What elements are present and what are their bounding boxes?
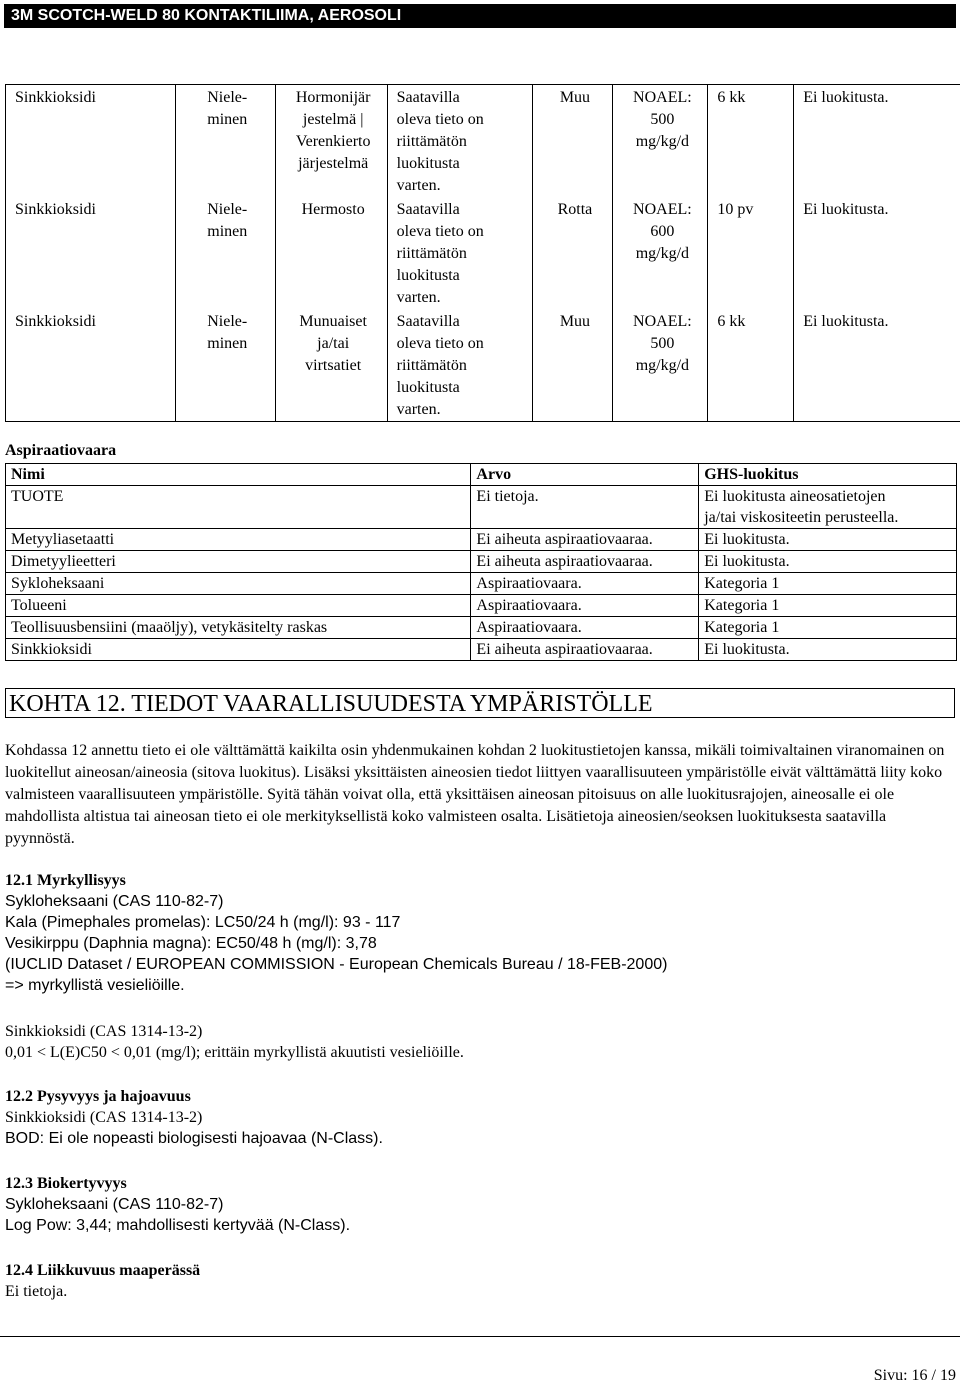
subsection-12-1 xyxy=(5,870,667,996)
name-cell: Teollisuusbensiini (maaöljy), vetykäsitelty raskas xyxy=(6,617,471,639)
assessment-cell: Saatavilla oleva tieto on riittämätön luokitusta varten. xyxy=(387,309,533,422)
organ-cell: Hermosto xyxy=(275,197,387,309)
text-line: Log Pow: 3,44; mahdollisesti kertyvää (N-Class). xyxy=(5,1217,351,1234)
section-12-heading: KOHTA 12. TIEDOT VAARALLISUUDESTA YMPÄRISTÖLLE xyxy=(5,688,955,718)
organ-cell: Hormonijär jestelmä | Verenkierto järjestelmä xyxy=(275,85,387,198)
subsection-12-4-heading: 12.4 Liikkuvuus maaperässä xyxy=(5,1262,201,1279)
route-cell: Niele- minen xyxy=(175,85,275,198)
value-cell: Ei aiheuta aspiraatiovaaraa. xyxy=(471,639,699,661)
value-cell: NOAEL: 500 mg/kg/d xyxy=(613,85,708,198)
page-number: Sivu: 16 / 19 xyxy=(873,1367,956,1384)
subsection-12-3 xyxy=(5,1173,350,1236)
ghs-cell: Ei luokitusta aineosatietojen ja/tai viskositeetin perusteella. xyxy=(699,486,957,529)
table-row xyxy=(6,529,957,551)
subsection-12-4 xyxy=(5,1260,200,1302)
route-cell: Niele- minen xyxy=(175,309,275,422)
classification-cell: Ei luokitusta. xyxy=(794,309,960,422)
text-line: BOD: Ei ole nopeasti biologisesti hajoavaa (N-Class). xyxy=(5,1130,383,1147)
col-header-nimi: Nimi xyxy=(6,464,471,486)
assessment-cell: Saatavilla oleva tieto on riittämätön luokitusta varten. xyxy=(387,85,533,198)
value-cell: Ei aiheuta aspiraatiovaaraa. xyxy=(471,551,699,573)
section-12-intro: Kohdassa 12 annettu tieto ei ole välttämättä kaikilta osin yhdenmukainen kohdan 2 luokitustietojen kanssa, mikäli toimivaltainen viranomainen on luokitellut aineosan/aineosia (sitova luokitus). Lisäksi yksittäisten aineosien tiedot liittyen vaarallisuuteen ympäristölle eivät välttämättä liity koko valmisteen vaarallisuuteen ympäristölle. Syitä tähän voivat olla, että yksittäisen aineosan pitoisuus on alle luokitusrajojen, aineosalle ei ole mahdollista altistua tai aineosan tieto ei ole merkityksellistä koko valmisteen osalta. Lisätietoja aineosien/seoksen luokituksesta saatavilla pyynnöstä. xyxy=(5,742,945,847)
text-line: Sinkkioksidi (CAS 1314-13-2) xyxy=(5,1109,203,1126)
aspiration-title: Aspiraatiovaara xyxy=(5,442,117,459)
species-cell: Rotta xyxy=(533,197,613,309)
subsection-12-2 xyxy=(5,1086,383,1149)
table-row xyxy=(6,639,957,661)
classification-cell: Ei luokitusta. xyxy=(794,85,960,198)
name-cell: Tolueeni xyxy=(6,595,471,617)
value-cell: NOAEL: 600 mg/kg/d xyxy=(613,197,708,309)
col-header-arvo: Arvo xyxy=(471,464,699,486)
text-line: Vesikirppu (Daphnia magna): EC50/48 h (mg/l): 3,78 xyxy=(5,935,377,952)
table-row xyxy=(6,617,957,639)
document-title: 3M SCOTCH-WELD 80 KONTAKTILIIMA, AEROSOLI xyxy=(11,7,402,24)
table-row xyxy=(6,309,960,422)
zinc-oxide-toxicity xyxy=(5,1021,464,1063)
ghs-cell: Ei luokitusta. xyxy=(699,551,957,573)
document-header xyxy=(4,4,956,28)
text-line: Ei tietoja. xyxy=(5,1283,68,1300)
ghs-cell: Kategoria 1 xyxy=(699,573,957,595)
duration-cell: 6 kk xyxy=(708,85,794,198)
route-cell: Niele- minen xyxy=(175,197,275,309)
name-cell: Sykloheksaani xyxy=(6,573,471,595)
ghs-cell: Ei luokitusta. xyxy=(699,529,957,551)
text-line: Sinkkioksidi (CAS 1314-13-2) xyxy=(5,1023,203,1040)
substance-cell: Sinkkioksidi xyxy=(6,85,176,198)
value-cell: Ei aiheuta aspiraatiovaaraa. xyxy=(471,529,699,551)
table-row xyxy=(6,197,960,309)
ghs-cell: Kategoria 1 xyxy=(699,617,957,639)
text-line: (IUCLID Dataset / EUROPEAN COMMISSION - European Chemicals Bureau / 18-FEB-2000) xyxy=(5,956,668,973)
species-cell: Muu xyxy=(533,309,613,422)
table-row xyxy=(6,595,957,617)
substance-cell: Sinkkioksidi xyxy=(6,197,176,309)
subsection-12-1-heading: 12.1 Myrkyllisyys xyxy=(5,872,126,889)
value-cell: Aspiraatiovaara. xyxy=(471,595,699,617)
classification-cell: Ei luokitusta. xyxy=(794,197,960,309)
duration-cell: 6 kk xyxy=(708,309,794,422)
text-line: Sykloheksaani (CAS 110-82-7) xyxy=(5,893,224,910)
text-line: Sykloheksaani (CAS 110-82-7) xyxy=(5,1196,224,1213)
name-cell: Metyyliasetaatti xyxy=(6,529,471,551)
text-line: 0,01 < L(E)C50 < 0,01 (mg/l); erittäin myrkyllistä akuutisti vesieliöille. xyxy=(5,1044,464,1061)
value-cell: Ei tietoja. xyxy=(471,486,699,529)
assessment-cell: Saatavilla oleva tieto on riittämätön luokitusta varten. xyxy=(387,197,533,309)
subsection-12-3-heading: 12.3 Biokertyvyys xyxy=(5,1175,127,1192)
text-line: Kala (Pimephales promelas): LC50/24 h (mg/l): 93 - 117 xyxy=(5,914,401,931)
value-cell: Aspiraatiovaara. xyxy=(471,617,699,639)
subsection-12-2-heading: 12.2 Pysyvyys ja hajoavuus xyxy=(5,1088,191,1105)
table-row xyxy=(6,573,957,595)
toxicity-table xyxy=(5,84,960,422)
ghs-cell: Ei luokitusta. xyxy=(699,639,957,661)
species-cell: Muu xyxy=(533,85,613,198)
text-line: => myrkyllistä vesieliöille. xyxy=(5,977,185,994)
substance-cell: Sinkkioksidi xyxy=(6,309,176,422)
footer-divider xyxy=(0,1336,960,1337)
organ-cell: Munuaiset ja/tai virtsatiet xyxy=(275,309,387,422)
aspiration-header-row xyxy=(6,464,957,486)
table-row xyxy=(6,486,957,529)
table-row xyxy=(6,85,960,198)
table-row xyxy=(6,551,957,573)
duration-cell: 10 pv xyxy=(708,197,794,309)
aspiration-table xyxy=(5,463,957,661)
value-cell: Aspiraatiovaara. xyxy=(471,573,699,595)
name-cell: Dimetyylieetteri xyxy=(6,551,471,573)
name-cell: TUOTE xyxy=(6,486,471,529)
value-cell: NOAEL: 500 mg/kg/d xyxy=(613,309,708,422)
ghs-cell: Kategoria 1 xyxy=(699,595,957,617)
col-header-ghs: GHS-luokitus xyxy=(699,464,957,486)
name-cell: Sinkkioksidi xyxy=(6,639,471,661)
